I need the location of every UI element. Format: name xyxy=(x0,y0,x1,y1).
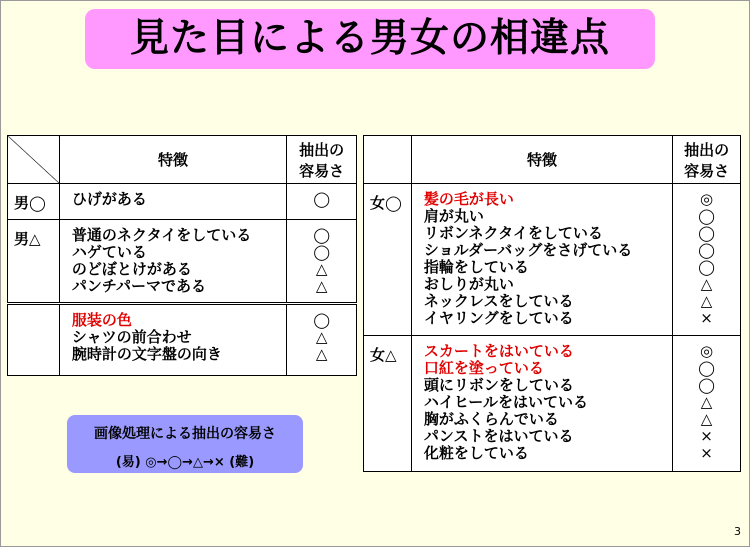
ease-mark: ◯ xyxy=(313,190,330,208)
feature-cell xyxy=(411,336,672,472)
feature-header: 特徴 xyxy=(59,136,286,184)
feature-item: ネックレスをしている xyxy=(423,292,574,310)
ease-mark: ◯ xyxy=(698,258,715,276)
legend-title: 画像処理による抽出の容易さ xyxy=(94,426,276,442)
ease-mark: △ xyxy=(700,292,713,310)
feature-item: イヤリングをしている xyxy=(423,309,574,327)
ease-mark: ◯ xyxy=(313,243,330,261)
feature-cell xyxy=(59,304,286,376)
ease-mark: ◎ xyxy=(700,342,714,360)
feature-item: パンストをはいている xyxy=(423,427,574,445)
category-cell: 女◯ xyxy=(364,184,412,336)
category-cell xyxy=(8,304,60,376)
ease-mark: ◎ xyxy=(700,190,714,208)
feature-header: 特徴 xyxy=(411,136,672,184)
ease-header xyxy=(287,136,357,184)
legend-scale: (易) ◎→◯→△→× (難) xyxy=(115,455,255,470)
ease-header-line2: 容易さ xyxy=(684,161,730,180)
feature-item: 腕時計の文字盤の向き xyxy=(71,345,222,363)
ease-header-line1: 抽出の xyxy=(299,140,345,159)
feature-item: リボンネクタイをしている xyxy=(423,224,603,242)
feature-item: ハゲている xyxy=(71,243,147,261)
legend-box xyxy=(67,415,303,473)
ease-header-line1: 抽出の xyxy=(684,140,730,159)
ease-mark: ◯ xyxy=(698,207,715,225)
table-row xyxy=(8,304,357,376)
feature-item-highlighted: 髪の毛が長い xyxy=(423,190,514,208)
ease-mark: △ xyxy=(700,393,713,411)
feature-item-highlighted: 口紅を塗っている xyxy=(423,359,544,377)
feature-item: 肩が丸い xyxy=(423,207,484,225)
feature-item: 頭にリボンをしている xyxy=(423,376,574,394)
feature-cell xyxy=(59,220,286,304)
ease-mark: △ xyxy=(700,275,713,293)
ease-mark: ◯ xyxy=(313,226,330,244)
feature-item: 指輪をしている xyxy=(423,258,529,276)
ease-mark: × xyxy=(700,309,713,327)
ease-cell xyxy=(673,184,741,336)
ease-mark: × xyxy=(700,444,713,462)
page-number: 3 xyxy=(734,525,741,538)
slide-title: 見た目による男女の相違点 xyxy=(85,9,655,69)
ease-header-line2: 容易さ xyxy=(299,161,345,180)
feature-item: おしりが丸い xyxy=(423,275,514,293)
category-cell: 男◯ xyxy=(8,184,60,220)
feature-cell xyxy=(59,184,286,220)
category-cell: 女△ xyxy=(364,336,412,472)
ease-mark: ◯ xyxy=(313,311,330,329)
ease-header xyxy=(673,136,741,184)
feature-item: 普通のネクタイをしている xyxy=(71,226,252,244)
feature-item: 胸がふくらんでいる xyxy=(423,410,559,428)
ease-mark: △ xyxy=(315,260,328,278)
corner-diagonal-cell xyxy=(8,136,60,184)
feature-item: 化粧をしている xyxy=(423,444,529,462)
corner-cell xyxy=(364,136,412,184)
ease-mark: △ xyxy=(700,410,713,428)
female-features-table xyxy=(363,135,741,472)
feature-cell xyxy=(411,184,672,336)
table-row xyxy=(364,336,741,472)
ease-cell xyxy=(287,220,357,304)
ease-mark: △ xyxy=(315,345,328,363)
ease-cell xyxy=(287,184,357,220)
male-features-table xyxy=(7,135,357,376)
feature-item: のどぼとけがある xyxy=(71,260,192,278)
ease-mark: △ xyxy=(315,277,328,295)
ease-mark: × xyxy=(700,427,713,445)
ease-cell xyxy=(287,304,357,376)
table-row xyxy=(8,220,357,304)
category-cell: 男△ xyxy=(8,220,60,304)
feature-item: パンチパーマである xyxy=(71,277,206,295)
table-row xyxy=(364,184,741,336)
feature-item: シャツの前合わせ xyxy=(71,328,192,346)
feature-item: ハイヒールをはいている xyxy=(423,393,589,411)
ease-mark: ◯ xyxy=(698,241,715,259)
table-row xyxy=(8,184,357,220)
ease-mark: ◯ xyxy=(698,376,715,394)
ease-mark: ◯ xyxy=(698,359,715,377)
feature-item: ショルダーバッグをさげている xyxy=(423,241,633,259)
feature-item-highlighted: 服装の色 xyxy=(71,311,132,329)
ease-cell xyxy=(673,336,741,472)
feature-item-highlighted: スカートをはいている xyxy=(423,342,574,360)
ease-mark: ◯ xyxy=(698,224,715,242)
feature-item: ひげがある xyxy=(71,190,147,208)
ease-mark: △ xyxy=(315,328,328,346)
